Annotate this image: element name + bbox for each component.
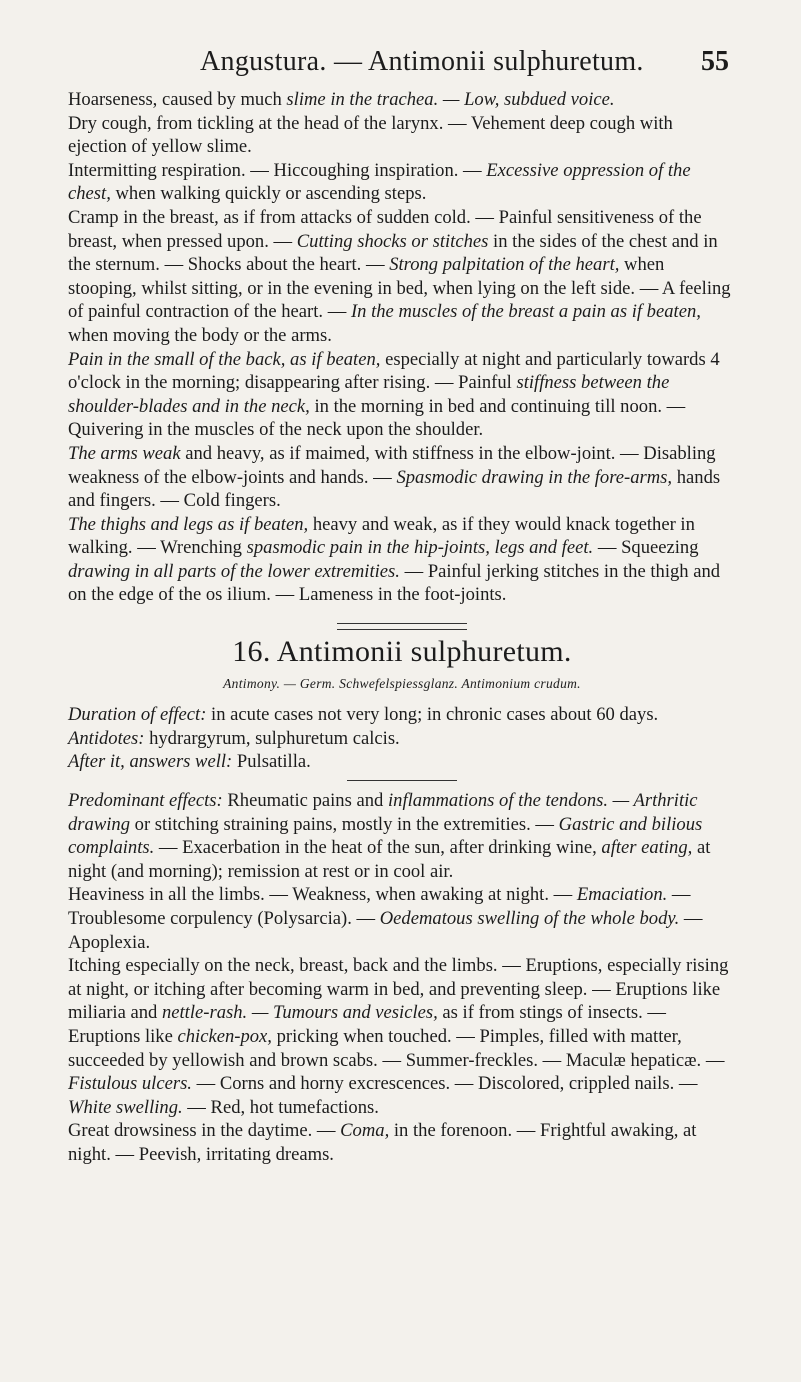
text-run: or stitching straining pains, mostly in the extremities. — <box>130 813 559 835</box>
remedy-metadata <box>68 703 736 774</box>
paragraph <box>68 159 736 206</box>
text-run: Pulsatilla. <box>232 751 311 773</box>
italic-run: Oedematous swelling of the whole body. <box>379 908 680 929</box>
paragraph <box>68 727 736 751</box>
paragraph <box>68 954 736 1119</box>
text-run: as if from stings of insects. — Eruptions like <box>68 1002 667 1047</box>
text-run: — Corns and horny excrescences. — Discolored, crippled nails. — <box>191 1073 698 1095</box>
text-run: in the sides of the chest and in the sternum. — Shocks about the heart. — <box>68 230 718 276</box>
text-run: Cramp in the breast, as if from attacks of sudden cold. — Painful sensitiveness of the breast, when pressed upon. — <box>68 206 702 252</box>
italic-run: slime in the trachea. — Low, subdued voice. <box>286 89 615 110</box>
text-run: pricking when touched. — Pimples, filled with matter, succeeded by yellowish and brown scabs. — Summer-freckles. — Maculæ hepaticæ. — <box>68 1025 725 1071</box>
text-run: when moving the body or the arms. <box>68 324 332 346</box>
italic-run: Fistulous ulcers. <box>68 1073 192 1095</box>
italic-run: Pain in the small of the back, as if beaten, <box>68 348 381 370</box>
paragraph <box>68 883 736 954</box>
section-title: 16. Antimonii sulphuretum. <box>232 635 572 669</box>
text-run: Itching especially on the neck, breast, back and the limbs. — Eruptions, especially rising at night, or itching after becoming warm in bed, and preventing sleep. — Eruptions like miliaria and <box>68 955 729 1024</box>
page-header <box>0 40 801 84</box>
text-run: when stooping, whilst sitting, or in the evening in bed, when lying on the left side. — A feeling of painful contraction of the heart. — <box>68 254 731 323</box>
text-run: — Squeezing <box>593 537 699 559</box>
text-run: heavy and weak, as if they would knack together in walking. — Wrenching <box>68 513 695 559</box>
text-run: in the morning in bed and continuing till noon. — Quivering in the muscles of the neck upon the shoulder. <box>68 395 686 441</box>
italic-run: chicken-pox, <box>177 1025 272 1047</box>
italic-run: Duration of effect: <box>68 704 207 726</box>
italic-run: stiffness between the shoulder-blades and in the neck, <box>68 372 670 417</box>
italic-run: In the muscles of the breast a pain as if beaten, <box>350 301 701 323</box>
paragraph <box>68 206 736 348</box>
italic-run: Coma, <box>340 1120 390 1142</box>
text-run: Hoarseness, caused by much <box>68 89 287 110</box>
italic-run: After it, answers well: <box>68 751 233 773</box>
short-rule <box>347 780 457 781</box>
text-run: hands and fingers. — Cold fingers. <box>68 466 721 512</box>
text-run: — Troublesome corpulency (Polysarcia). — <box>68 884 691 929</box>
text-run: Heaviness in all the limbs. — Weakness, when awaking at night. — <box>68 884 577 906</box>
italic-run: Strong palpitation of the heart, <box>389 254 620 276</box>
italic-run: Cutting shocks or stitches <box>296 230 489 252</box>
section-divider <box>337 623 467 630</box>
text-run: hydrargyrum, sulphuretum calcis. <box>144 727 400 749</box>
italic-run: Excessive oppression of the chest, <box>68 159 691 205</box>
text-run: — Painful jerking stitches in the thigh and on the edge of the os ilium. — Lameness in the foot-joints. <box>68 560 721 606</box>
italic-run: nettle-rash. — Tumours and vesicles, <box>161 1002 438 1024</box>
italic-run: Spasmodic drawing in the fore-arms, <box>396 466 673 488</box>
page-body <box>68 88 736 1167</box>
italic-run: Gastric and bilious complaints. <box>68 813 703 859</box>
italic-run: The arms weak <box>68 442 181 464</box>
italic-run: spasmodic pain in the hip-joints, legs and feet. <box>246 537 594 559</box>
text-run: at night (and morning); remission at rest or in cool air. <box>68 837 711 882</box>
italic-run: Predominant effects: <box>68 790 223 812</box>
italic-run: Antidotes: <box>68 727 145 749</box>
text-run: in the forenoon. — Frightful awaking, at night. — Peevish, irritating dreams. <box>68 1120 697 1165</box>
italic-run: inflammations of the tendons. — Arthritic drawing <box>68 790 698 835</box>
text-run: in acute cases not very long; in chronic cases about 60 days. <box>206 704 659 726</box>
paragraph <box>68 88 736 112</box>
italic-run: Emaciation. <box>576 884 668 906</box>
italic-run: after eating, <box>601 837 693 859</box>
text-run: — Exacerbation in the heat of the sun, after drinking wine, <box>154 837 602 859</box>
symptoms-continued <box>68 88 736 607</box>
italic-run: The thighs and legs as if beaten, <box>68 513 309 535</box>
paragraph <box>68 789 736 883</box>
text-run: and heavy, as if maimed, with stiffness in the elbow-joint. — Disabling weakness of the elbow-joints and hands. — <box>68 442 716 488</box>
running-head: Angustura. — Antimonii sulphuretum. <box>200 46 644 77</box>
text-run: Intermitting respiration. — Hiccoughing inspiration. — <box>68 159 487 181</box>
text-run: especially at night and particularly towards 4 o'clock in the morning; disappearing after rising. — Painful <box>68 348 720 394</box>
text-run: — Red, hot tumefactions. <box>182 1096 379 1118</box>
remedy-effects <box>68 789 736 1167</box>
section-synonyms: Antimony. — Germ. Schwefelspiessglanz. Antimonium crudum. <box>223 675 581 691</box>
paragraph <box>68 513 736 607</box>
paragraph <box>68 1119 736 1166</box>
paragraph <box>68 112 736 159</box>
page-number: 55 <box>701 46 729 77</box>
text-run: when walking quickly or ascending steps. <box>110 183 427 205</box>
text-run: Dry cough, from tickling at the head of the larynx. — Vehement deep cough with ejection of yellow slime. <box>68 112 673 158</box>
text-run: Great drowsiness in the daytime. — <box>68 1120 341 1142</box>
paragraph <box>68 703 736 727</box>
paragraph <box>68 750 736 774</box>
italic-run: White swelling. <box>68 1096 183 1118</box>
italic-run: drawing in all parts of the lower extremities. <box>68 560 400 582</box>
paragraph <box>68 348 736 442</box>
text-run: — Apoplexia. <box>68 908 703 953</box>
text-run: Rheumatic pains and <box>222 790 388 812</box>
paragraph <box>68 442 736 513</box>
